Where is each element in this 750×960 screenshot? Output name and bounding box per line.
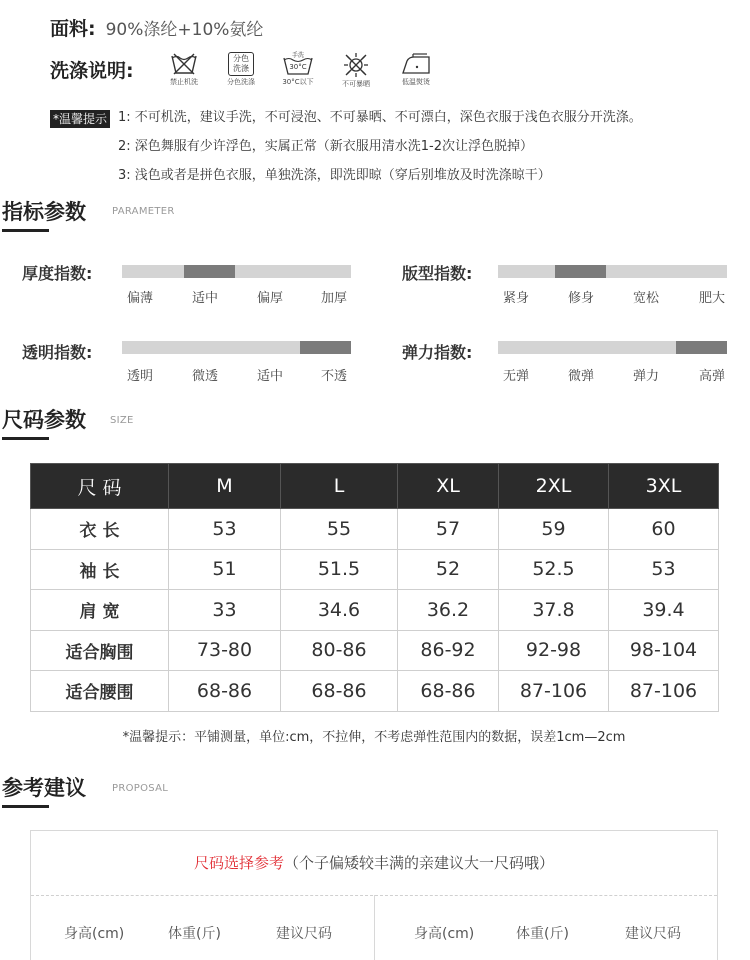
proposal-col-size: 建议尺码 <box>276 926 332 942</box>
fit-index-label: 版型指数: <box>402 264 473 283</box>
elasticity-tick: 弹力 <box>632 369 659 384</box>
fabric-info <box>50 14 263 41</box>
wash-caption: 分色洗涤 <box>227 78 255 86</box>
size-header-cell: L <box>281 464 398 509</box>
proposal-subtitle: PROPOSAL <box>112 783 169 794</box>
wash-separately-icon <box>215 52 267 87</box>
no-machine-wash-icon <box>158 52 210 87</box>
proposal-heading <box>31 831 717 895</box>
table-row <box>31 671 719 712</box>
row-label: 肩 宽 <box>31 590 169 631</box>
size-header-cell: 尺 码 <box>31 464 169 509</box>
elasticity-tick: 微弹 <box>567 369 594 384</box>
transparency-tick: 适中 <box>256 369 283 384</box>
table-cell: 68-86 <box>398 671 499 712</box>
table-cell: 68-86 <box>281 671 398 712</box>
thickness-tick: 适中 <box>191 291 218 306</box>
table-cell: 98-104 <box>609 630 719 671</box>
section-underline <box>2 229 49 232</box>
wash-caption: 低温熨烫 <box>402 78 430 86</box>
thickness-tick: 偏薄 <box>126 291 153 306</box>
table-cell: 53 <box>169 509 281 550</box>
size-header-cell: XL <box>398 464 499 509</box>
proposal-col-size: 建议尺码 <box>625 926 681 942</box>
transparency-tick: 透明 <box>126 369 153 384</box>
table-cell: 68-86 <box>169 671 281 712</box>
fit-tick: 宽松 <box>632 291 659 306</box>
parameter-subtitle: PARAMETER <box>112 206 175 217</box>
wash-caption: 禁止机洗 <box>170 78 198 86</box>
elasticity-index-bar <box>498 341 727 354</box>
transparency-index-label: 透明指数: <box>22 343 93 362</box>
transparency-tick: 微透 <box>191 369 218 384</box>
proposal-heading-rest: （个子偏矮较丰满的亲建议大一尺码哦） <box>284 854 555 872</box>
elasticity-tick: 高弹 <box>698 369 725 384</box>
tip-item-2: 2: 深色舞服有少许浮色，实属正常（新衣服用清水洗1-2次让浮色脱掉） <box>118 139 534 154</box>
size-subtitle: SIZE <box>110 415 134 426</box>
table-cell: 87-106 <box>499 671 609 712</box>
section-underline <box>2 805 49 808</box>
row-label: 袖 长 <box>31 549 169 590</box>
table-cell: 39.4 <box>609 590 719 631</box>
wash-box-line1: 分色 <box>233 54 249 63</box>
tips-tag: *温馨提示 <box>50 110 110 128</box>
table-cell: 86-92 <box>398 630 499 671</box>
size-table-header <box>31 464 719 509</box>
proposal-col-height: 身高(cm) <box>414 926 475 942</box>
table-cell: 34.6 <box>281 590 398 631</box>
wash-tub-temp: 30°C <box>289 63 307 71</box>
parameter-title: 指标参数 <box>2 200 86 224</box>
thickness-index-bar <box>122 265 351 278</box>
table-cell: 52 <box>398 549 499 590</box>
table-row <box>31 549 719 590</box>
size-table <box>30 463 719 712</box>
section-underline <box>2 437 49 440</box>
table-cell: 92-98 <box>499 630 609 671</box>
wash-caption: 30°C以下 <box>282 78 314 86</box>
table-row <box>31 590 719 631</box>
transparency-tick: 不透 <box>320 369 347 384</box>
table-cell: 36.2 <box>398 590 499 631</box>
no-sun-dry-icon <box>330 52 382 89</box>
transparency-index-bar <box>122 341 351 354</box>
table-cell: 51.5 <box>281 549 398 590</box>
transparency-index-fill <box>300 341 351 354</box>
low-temp-iron-icon <box>390 52 442 87</box>
size-header-cell: 3XL <box>609 464 719 509</box>
thickness-tick: 加厚 <box>320 291 347 306</box>
thickness-index-fill <box>184 265 235 278</box>
fit-tick: 修身 <box>567 291 594 306</box>
table-cell: 53 <box>609 549 719 590</box>
hand-wash-30-icon <box>272 52 324 87</box>
wash-caption: 不可暴晒 <box>342 80 370 88</box>
tip-item-3: 3: 浅色或者是拼色衣服，单独洗涤，即洗即晾（穿后别堆放及时洗涤晾干） <box>118 168 551 183</box>
thickness-index-label: 厚度指数: <box>22 264 93 283</box>
table-cell: 80-86 <box>281 630 398 671</box>
table-cell: 73-80 <box>169 630 281 671</box>
elasticity-index-label: 弹力指数: <box>402 343 473 362</box>
size-header-cell: M <box>169 464 281 509</box>
row-label: 适合胸围 <box>31 630 169 671</box>
size-header-cell: 2XL <box>499 464 609 509</box>
proposal-box <box>30 830 718 960</box>
table-row <box>31 509 719 550</box>
proposal-col-height: 身高(cm) <box>64 926 125 942</box>
proposal-title: 参考建议 <box>2 776 86 800</box>
table-cell: 57 <box>398 509 499 550</box>
fabric-value: 90%涤纶+10%氨纶 <box>105 20 264 40</box>
fit-tick: 紧身 <box>502 291 529 306</box>
elasticity-tick: 无弹 <box>502 369 529 384</box>
wash-tub-top: 手洗 <box>291 52 304 59</box>
proposal-column-divider <box>374 895 375 960</box>
table-cell: 33 <box>169 590 281 631</box>
table-cell: 87-106 <box>609 671 719 712</box>
row-label: 衣 长 <box>31 509 169 550</box>
proposal-col-weight: 体重(斤) <box>168 926 221 942</box>
row-label: 适合腰围 <box>31 671 169 712</box>
proposal-heading-red: 尺码选择参考 <box>193 854 284 872</box>
table-cell: 60 <box>609 509 719 550</box>
elasticity-index-fill <box>676 341 727 354</box>
fit-index-fill <box>555 265 606 278</box>
table-cell: 55 <box>281 509 398 550</box>
wash-label: 洗涤说明: <box>50 60 134 82</box>
table-row <box>31 630 719 671</box>
thickness-tick: 偏厚 <box>256 291 283 306</box>
tip-item-1: 1: 不可机洗，建议手洗，不可浸泡、不可暴晒、不可漂白，深色衣服于浅色衣服分开洗涤。 <box>118 110 642 125</box>
size-note: *温馨提示：平铺测量，单位:cm，不拉伸，不考虑弹性范围内的数据，误差1cm—2cm <box>122 730 626 745</box>
proposal-col-weight: 体重(斤) <box>516 926 569 942</box>
table-cell: 37.8 <box>499 590 609 631</box>
table-cell: 52.5 <box>499 549 609 590</box>
wash-box-line2: 洗涤 <box>233 64 249 73</box>
fit-tick: 肥大 <box>698 291 725 306</box>
size-title: 尺码参数 <box>2 408 86 432</box>
fit-index-bar <box>498 265 727 278</box>
table-cell: 51 <box>169 549 281 590</box>
fabric-label: 面料: <box>50 18 96 40</box>
table-cell: 59 <box>499 509 609 550</box>
